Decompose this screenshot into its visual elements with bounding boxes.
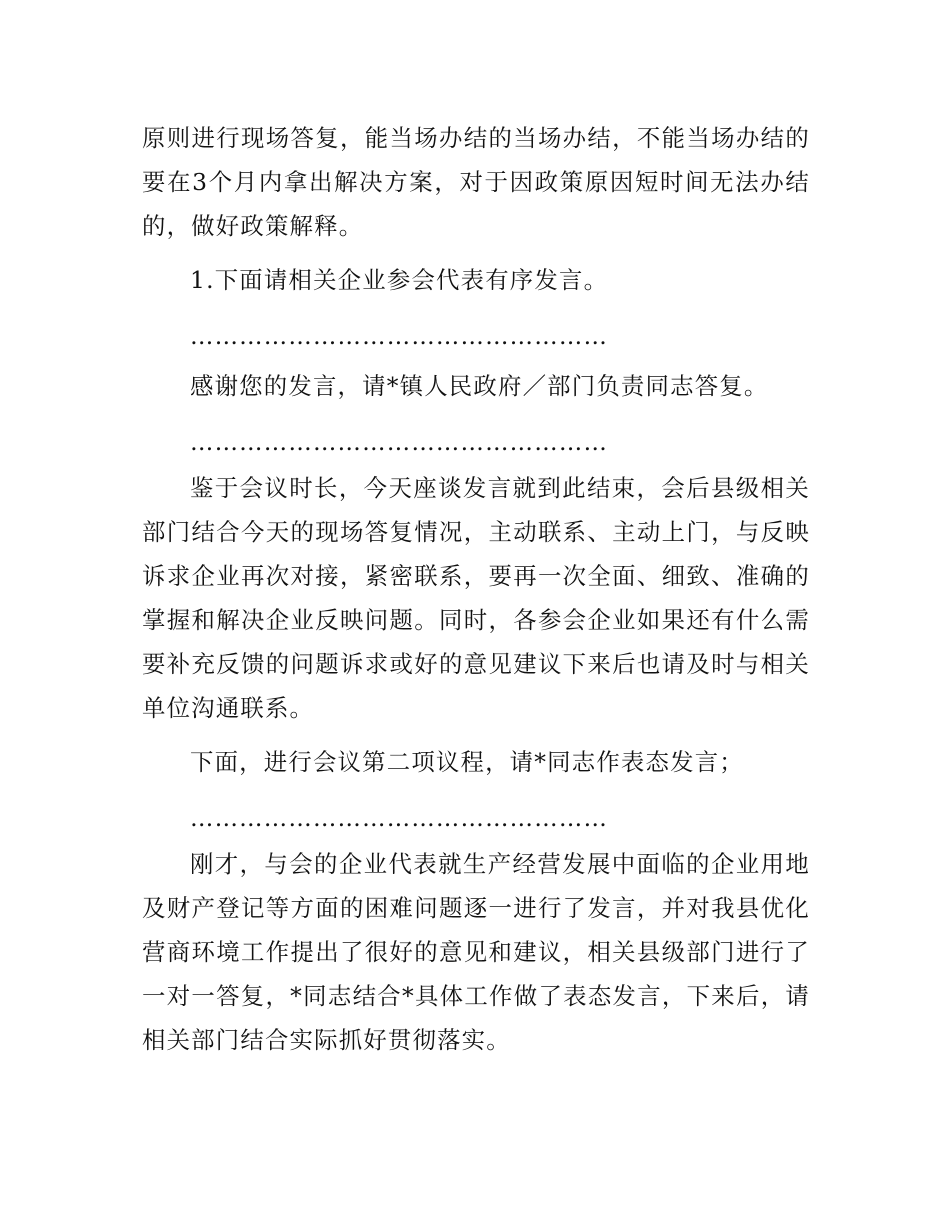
ellipsis-divider-2: ……………………………………………: [190, 428, 609, 456]
paragraph-second-agenda-item: 下面，进行会议第二项议程，请*同志作表态发言；: [190, 748, 744, 776]
paragraph-meeting-closing-remarks: 鉴于会议时长，今天座谈发言就到此结束，会后县级相关部门结合今天的现场答复情况，主动联系、主动上门，与反映诉求企业再次对接，紧密联系，要再一次全面、细致、准确的掌握和解决企业反映问题。同时，各参会企业如果还有什么需要补充反馈的问题诉求或好的意见建议下来后也请及时与相关单位沟通联系。: [142, 474, 810, 722]
ellipsis-divider-1: ……………………………………………: [190, 322, 609, 350]
paragraph-response-principle: 原则进行现场答复，能当场办结的当场办结，不能当场办结的要在3个月内拿出解决方案，对于因政策原因短时间无法办结的，做好政策解释。: [142, 124, 810, 240]
paragraph-summary-conclusion: 刚才，与会的企业代表就生产经营发展中面临的企业用地及财产登记等方面的困难问题逐一进行了发言，并对我县优化营商环境工作提出了很好的意见和建议，相关县级部门进行了一对一答复，*同志结合*具体工作做了表态发言，下来后，请相关部门结合实际抓好贯彻落实。: [142, 850, 810, 1054]
paragraph-enterprise-speech-invite: 1.下面请相关企业参会代表有序发言。: [190, 266, 609, 294]
paragraph-thanks-reply-request: 感谢您的发言，请*镇人民政府／部门负责同志答复。: [190, 372, 769, 400]
ellipsis-divider-3: ……………………………………………: [190, 804, 609, 832]
